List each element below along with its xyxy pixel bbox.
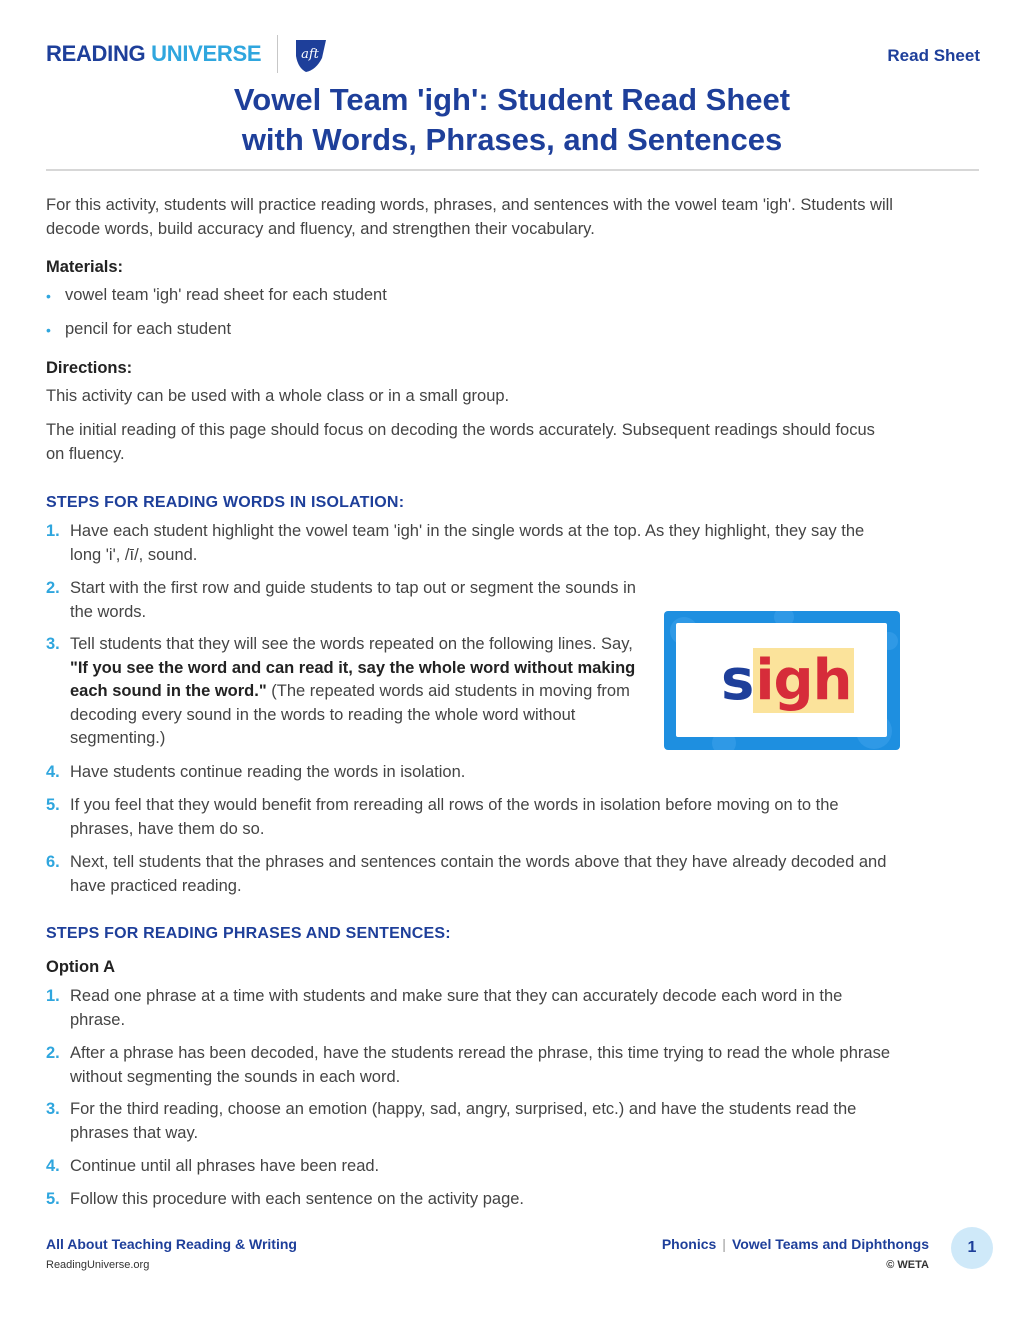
step-text: Read one phrase at a time with students and make sure that they can accurately decode each word in the phrase. [70, 987, 843, 1029]
document-type-label: Read Sheet [887, 46, 980, 65]
directions-paragraph-2: The initial reading of this page should focus on decoding the words accurately. Subsequent readings should focus on fluency. [46, 421, 875, 463]
footer-copyright: © WETA [886, 1259, 929, 1271]
materials-item [46, 286, 387, 305]
sigh-card-inner [676, 623, 887, 737]
option-label: Option A [46, 958, 116, 976]
step-text: If you feel that they would benefit from rereading all rows of the words in isolation before moving on to the phrases, have them do so. [70, 796, 839, 838]
page-title-line-2: with Words, Phrases, and Sentences [241, 122, 783, 157]
step-text: Continue until all phrases have been read. [70, 1157, 380, 1175]
step-text: Start with the first row and guide students to tap out or segment the sounds in the words. [70, 579, 636, 621]
highlighted-vowel-team: igh [755, 648, 852, 713]
materials-item [46, 320, 231, 339]
footer-subcategory: Vowel Teams and Diphthongs [731, 1236, 929, 1252]
step-number: 6. [46, 853, 60, 871]
aft-logo-icon [292, 34, 332, 74]
step-text: Follow this procedure with each sentence on the activity page. [70, 1190, 525, 1208]
isolation-step [46, 633, 651, 751]
page-number-badge: 1 [951, 1227, 993, 1269]
materials-label: Materials: [46, 258, 124, 276]
step-number: 2. [46, 1044, 60, 1062]
page-title [0, 80, 1024, 160]
bullet-icon: • [46, 321, 51, 338]
step-number: 1. [46, 522, 60, 540]
step-number: 4. [46, 1157, 60, 1175]
aft-logo-text: aft [301, 47, 320, 62]
step-text: Have students continue reading the words in isolation. [70, 763, 466, 781]
sigh-word-card [664, 611, 900, 750]
footer-breadcrumb [662, 1236, 929, 1252]
directions-paragraph-1: This activity can be used with a whole class or in a small group. [46, 387, 510, 405]
directions-label: Directions: [46, 359, 133, 377]
step-number: 3. [46, 1100, 60, 1118]
logo-word-universe: UNIVERSE [151, 41, 262, 66]
step-number: 1. [46, 987, 60, 1005]
step-text: Next, tell students that the phrases and sentences contain the words above that they have already decoded and have practiced reading. [70, 853, 887, 895]
step-text: For the third reading, choose an emotion (happy, sad, angry, surprised, etc.) and have the students read the phrases that way. [70, 1100, 857, 1142]
logo-text [46, 41, 261, 67]
footer-category: Phonics [661, 1236, 717, 1252]
isolation-step [46, 851, 896, 898]
page-title-line-1: Vowel Team 'igh': Student Read Sheet [233, 82, 791, 117]
bullet-icon: • [46, 287, 51, 304]
isolation-step [46, 520, 896, 567]
intro-paragraph: For this activity, students will practice reading words, phrases, and sentences with the vowel team 'igh'. Students will decode words, build accuracy and fluency, and strengthen their vocabulary. [46, 196, 893, 238]
step-text-note: (The repeated words aid students in moving from decoding every sound in the words to reading the whole word without segmenting.) [70, 682, 630, 747]
step-text-intro: Tell students that they will see the words repeated on the following lines. Say, [70, 635, 633, 653]
step-number: 5. [46, 1190, 60, 1208]
phrase-step [46, 1042, 896, 1089]
step-text [70, 633, 651, 751]
materials-item-text: vowel team 'igh' read sheet for each student [65, 286, 387, 304]
step-text: After a phrase has been decoded, have the students reread the phrase, this time trying to read the whole phrase without segmenting the sounds in each word. [70, 1044, 891, 1086]
word-start-letter: s [721, 648, 754, 713]
logo-word-reading: READING [46, 41, 146, 66]
logo-divider [277, 35, 278, 73]
step-number: 5. [46, 796, 60, 814]
isolation-step [46, 577, 641, 624]
reading-universe-logo [46, 34, 332, 74]
phrase-step [46, 1098, 896, 1145]
phrase-step [46, 1155, 896, 1179]
phrase-step [46, 985, 901, 1032]
title-divider [46, 169, 979, 171]
materials-item-text: pencil for each student [65, 320, 232, 338]
sigh-word [721, 649, 854, 713]
isolation-step [46, 761, 896, 785]
step-number: 4. [46, 763, 60, 781]
step-number: 2. [46, 579, 60, 597]
footer-series-title: All About Teaching Reading & Writing [46, 1236, 297, 1252]
step-number: 3. [46, 635, 60, 653]
footer-site-link[interactable]: ReadingUniverse.org [46, 1259, 150, 1271]
footer-separator: | [722, 1236, 726, 1252]
phrase-step [46, 1188, 896, 1212]
step-quote: "If you see the word and can read it, say the whole word without making each sound in the word." [70, 658, 636, 700]
isolation-step [46, 794, 896, 841]
phrases-steps-heading: STEPS FOR READING PHRASES AND SENTENCES: [46, 925, 451, 942]
isolation-steps-heading: STEPS FOR READING WORDS IN ISOLATION: [46, 494, 405, 511]
step-text: Have each student highlight the vowel team 'igh' in the single words at the top. As they highlight, they say the long 'i', /ī/, sound. [70, 522, 865, 564]
